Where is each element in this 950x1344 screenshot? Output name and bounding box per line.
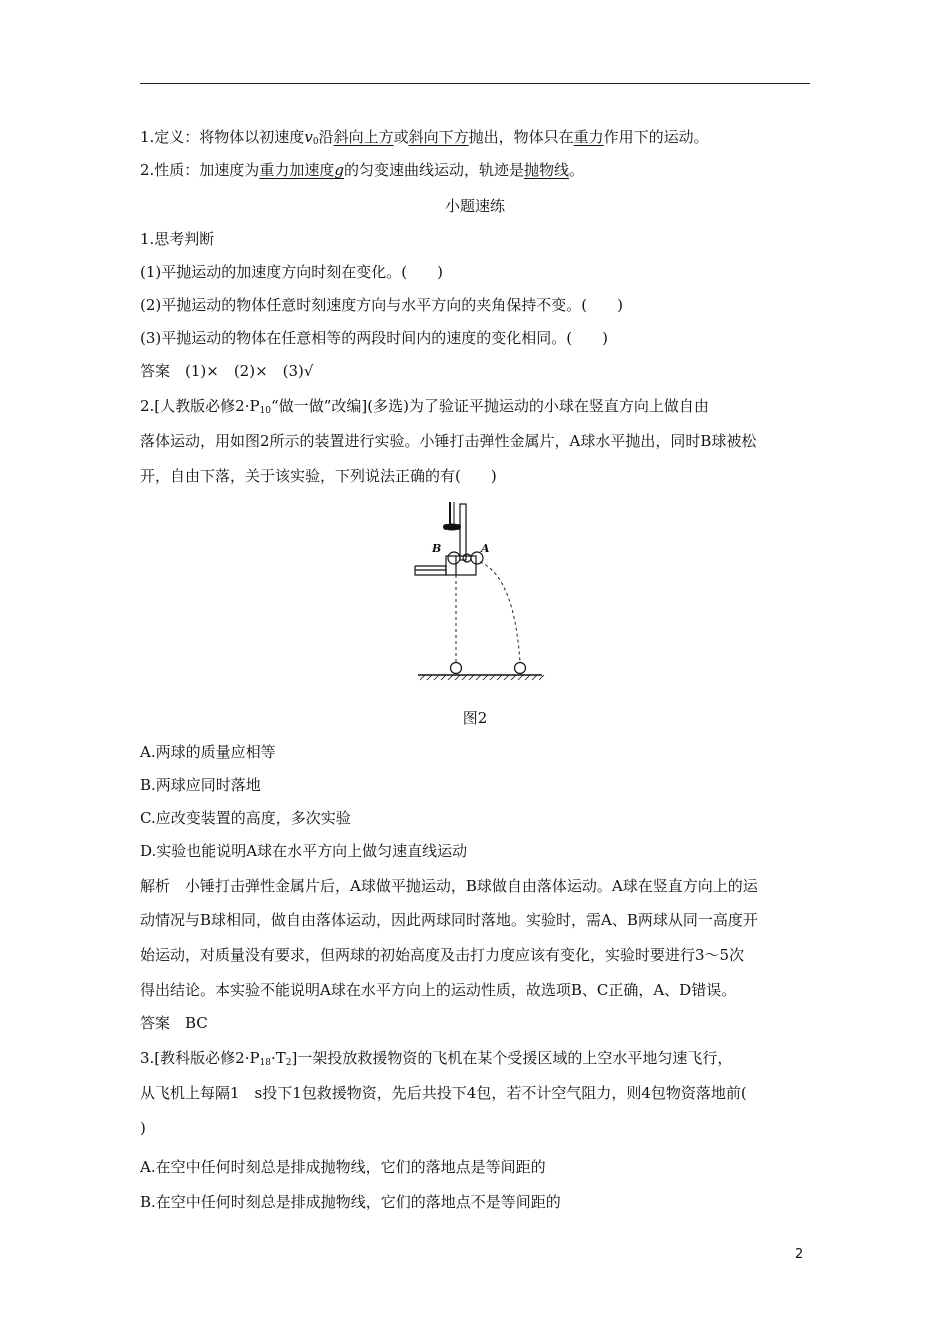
q3-line-2: 从飞机上每隔1 s投下1包救援物资，先后共投下4包，若不计空气阻力，则4包物资落地前(	[140, 1084, 747, 1102]
ball-a-landed	[515, 663, 526, 674]
task-subscript: 2	[285, 1058, 292, 1068]
definition-text: 沿	[318, 128, 334, 146]
q1-answer: 答案 (1)× (2)× (3)√	[140, 362, 314, 380]
property-text: 的匀变速曲线运动，轨迹是	[343, 161, 524, 179]
underlined-term: 斜向上方	[333, 128, 394, 146]
page-number: 2	[795, 1247, 804, 1262]
q2-option-c: C.应改变装置的高度，多次实验	[140, 809, 351, 827]
experiment-figure	[410, 496, 550, 686]
q2-line-2: 落体运动，用如图2所示的装置进行实验。小锤打击弹性金属片，A球水平抛出，同时B球被松	[140, 432, 757, 450]
ball-b	[448, 552, 460, 564]
q3-line-3: )	[140, 1119, 146, 1137]
q2-option-d: D.实验也能说明A球在水平方向上做匀速直线运动	[140, 842, 468, 860]
q2-answer: 答案 BC	[140, 1014, 208, 1032]
q3-option-a: A.在空中任何时刻总是排成抛物线，它们的落地点是等间距的	[140, 1158, 546, 1176]
property-text: 。	[568, 161, 584, 179]
q2-explanation-1: 解析 小锤打击弹性金属片后，A球做平抛运动，B球做自由落体运动。A球在竖直方向上的运	[140, 877, 758, 895]
label-b: B	[432, 542, 442, 555]
header-rule	[140, 83, 810, 84]
q2-option-b: B.两球应同时落地	[140, 776, 261, 794]
q2-option-a: A.两球的质量应相等	[140, 743, 276, 761]
q2-line-1: 2.[人教版必修$2\cdot P_{10}“$做一做”改编](多选)为了验证平抛运动的小球在竖直方向上做自由	[140, 397, 709, 416]
q3-line-1: 3.[教科版必修$2\cdot P_{18}\cdot T_2$]一架投放救援物资的飞机在某个受援区域的上空水平地匀速飞行，	[140, 1049, 733, 1068]
q2-explanation-2: 动情况与B球相同，做自由落体运动，因此两球同时落地。实验时，需A、B两球从同一高度开	[140, 911, 758, 929]
ball-b-landed	[451, 663, 462, 674]
stand-post	[460, 504, 466, 560]
underlined-term: 抛物线	[523, 161, 569, 179]
q2-explanation-4: 得出结论。本实验不能说明A球在水平方向上的运动性质，故选项B、C正确，A、D错误。	[140, 981, 737, 999]
property-line	[140, 160, 584, 180]
property-text: 2.性质：加速度为	[140, 161, 260, 179]
definition-line	[140, 127, 709, 152]
q2-explanation-3: 始运动，对质量没有要求，但两球的初始高度及击打力度应该有变化，实验时要进行3～5次	[140, 946, 745, 964]
underlined-term: 重力	[573, 128, 604, 146]
q2-line-3: 开，自由下落，关于该实验，下列说法正确的有( )	[140, 467, 497, 485]
q3-option-b: B.在空中任何时刻总是排成抛物线，它们的落地点不是等间距的	[140, 1193, 561, 1211]
definition-text: 或	[393, 128, 409, 146]
q1-title: 1.思考判断	[140, 230, 215, 248]
definition-text: 抛出，物体只在	[468, 128, 574, 146]
section-title: 小题速练	[444, 197, 505, 215]
symbol-v: v	[304, 128, 313, 146]
figure-caption: 图2	[462, 709, 488, 727]
symbol-subscript: 0	[312, 137, 319, 147]
page-subscript: 18	[259, 1058, 272, 1068]
q1-statement-3: (3)平抛运动的物体在任意相等的两段时间内的速度的变化相同。( )	[140, 329, 608, 347]
label-a: A	[481, 542, 490, 555]
underlined-term: 斜向下方	[408, 128, 469, 146]
definition-text: 作用下的运动。	[603, 128, 709, 146]
q1-statement-1: (1)平抛运动的加速度方向时刻在变化。( )	[140, 263, 443, 281]
q1-statement-2: (2)平抛运动的物体任意时刻速度方向与水平方向的夹角保持不变。( )	[140, 296, 623, 314]
symbol-g: g	[334, 161, 344, 179]
page-subscript: 10	[259, 406, 272, 416]
definition-text: 1.定义：将物体以初速度	[140, 128, 305, 146]
underlined-term: 重力加速度g	[259, 161, 344, 179]
parabolic-trajectory	[480, 562, 520, 662]
